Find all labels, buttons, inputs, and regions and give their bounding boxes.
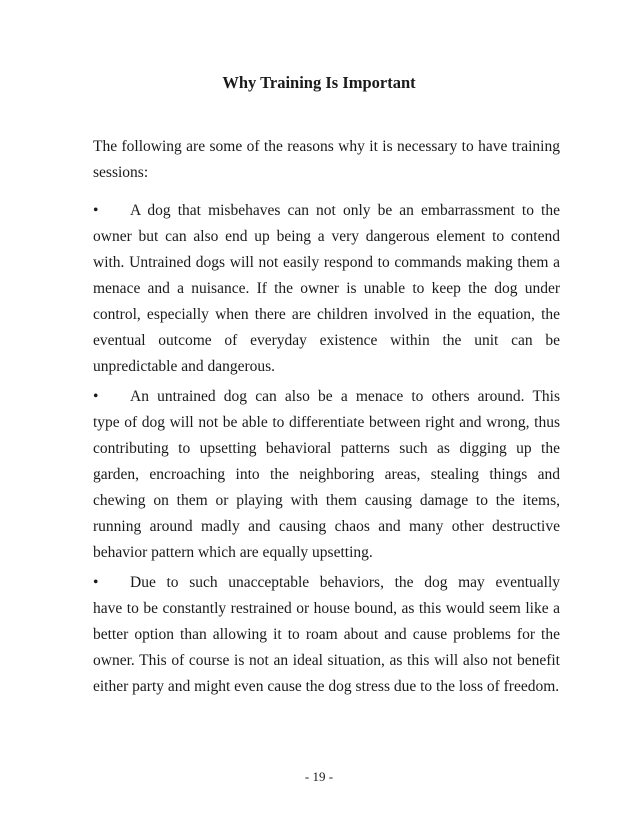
page-title: Why Training Is Important bbox=[222, 73, 416, 92]
bullet-body-text: have to be constantly restrained or house bound, as this would seem like a better option than allowing it to roam about and cause problems for the owner. This of course is not an ideal situation, as this will also not benefit either party and might even cause the dog stress due to the loss of freedom. bbox=[93, 600, 560, 695]
bullet-body-text: owner but can also end up being a very dangerous element to contend with. Untrained dogs will not easily respond to commands making them a menace and a nuisance. If the owner is unable to keep the dog under control, especially when there are children involved in the equation, the eventual outcome of everyday existence within the unit can be unpredictable and dangerous. bbox=[93, 228, 560, 375]
page-number: - 19 - bbox=[304, 769, 334, 784]
bullet-first-line bbox=[93, 570, 560, 596]
intro-paragraph: The following are some of the reasons why it is necessary to have training sessions: bbox=[93, 138, 560, 181]
bullet-paragraph bbox=[93, 198, 560, 380]
bullet-lead-text: A dog that misbehaves can not only be an embarrassment to the bbox=[130, 202, 560, 219]
bullet-paragraph bbox=[93, 384, 560, 566]
bullet-body-text: type of dog will not be able to differentiate between right and wrong, thus contributing to upsetting behavioral patterns such as digging up the garden, encroaching into the neighboring areas, stealing things and chewing on them or playing with them causing damage to the items, running around madly and causing chaos and many other destructive behavior pattern which are equally upsetting. bbox=[93, 414, 560, 561]
bullet-first-line bbox=[93, 384, 560, 410]
bullet-icon: • bbox=[93, 202, 99, 219]
bullet-paragraph bbox=[93, 570, 560, 700]
bullet-lead-text: An untrained dog can also be a menace to others around. This bbox=[130, 388, 560, 405]
bullet-first-line bbox=[93, 198, 560, 224]
bullet-icon: • bbox=[93, 388, 99, 405]
bullet-icon: • bbox=[93, 574, 99, 591]
bullet-lead-text: Due to such unacceptable behaviors, the dog may eventually bbox=[130, 574, 560, 591]
